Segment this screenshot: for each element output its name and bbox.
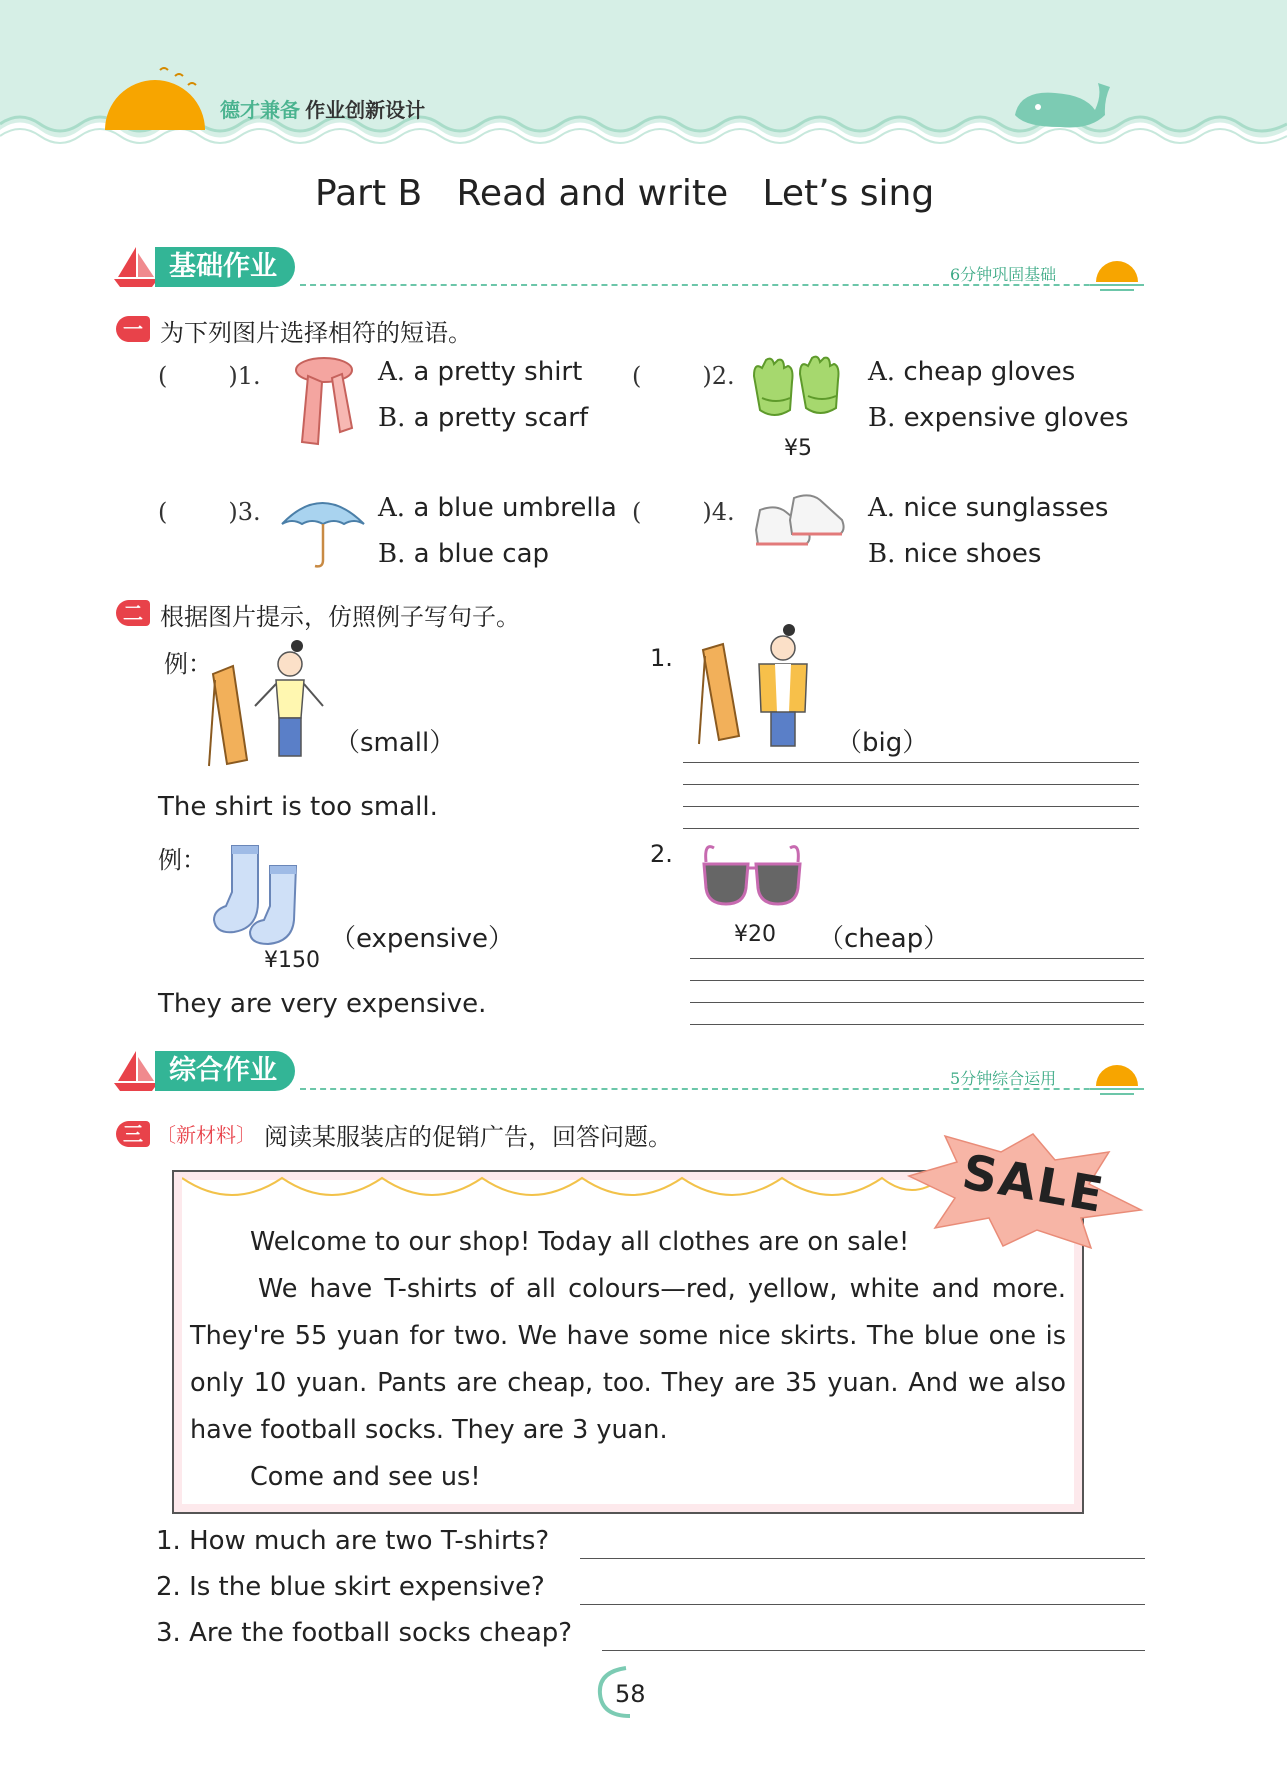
q1-item1-option-b[interactable]	[378, 403, 588, 433]
gloves-icon	[748, 354, 848, 434]
q1-item4-option-a[interactable]	[868, 493, 1108, 523]
q2-item1-line-2[interactable]	[683, 784, 1139, 785]
q2-example2-price: ¥150	[264, 948, 320, 973]
socks-icon	[210, 842, 320, 947]
q1-item4-bracket: ( )4.	[632, 498, 735, 526]
q3-answer-line-2[interactable]	[580, 1604, 1145, 1605]
label-a: A.	[868, 357, 896, 387]
q2-item2-hint: （cheap）	[818, 924, 950, 954]
q1-item3-option-b[interactable]	[378, 539, 549, 569]
q2-item1-line-3[interactable]	[683, 806, 1139, 807]
label-b: B.	[868, 403, 896, 433]
label-b: B.	[378, 403, 406, 433]
q3-answer-line-3[interactable]	[602, 1650, 1145, 1651]
sale-text: SALE	[958, 1144, 1109, 1224]
q2-item1-line-1[interactable]	[683, 762, 1139, 763]
q2-item2-price: ¥20	[734, 922, 776, 947]
q3-badge: 三	[116, 1121, 150, 1147]
q1-item2-price: ¥5	[784, 436, 812, 461]
q1-badge: 一	[116, 316, 150, 342]
q1-item1-b-text: a pretty scarf	[413, 403, 589, 433]
sailboat-icon	[112, 243, 160, 289]
mirror-girl-small-icon	[205, 620, 335, 770]
q3-tag: 〔新材料〕	[156, 1123, 256, 1147]
q2-example1-hint: （small）	[334, 728, 456, 758]
q2-example1-label: 例：	[164, 650, 212, 678]
sailboat-icon	[112, 1047, 160, 1093]
mirror-girl-big-icon	[695, 620, 825, 770]
q1-item2-bracket: ( )2.	[632, 362, 735, 390]
q3-answer-line-1[interactable]	[580, 1558, 1145, 1559]
q2-item1-line-4[interactable]	[683, 828, 1139, 829]
umbrella-icon	[278, 490, 368, 570]
ad-closing: Come and see us!	[250, 1462, 481, 1492]
label-a: A.	[378, 493, 406, 523]
q1-item2-option-b[interactable]	[868, 403, 1129, 433]
q1-item2-option-a[interactable]	[868, 357, 1075, 387]
q2-item2-line-4[interactable]	[690, 1024, 1144, 1025]
q3-question-1: 1. How much are two T-shirts?	[156, 1526, 550, 1556]
brand-title	[220, 94, 425, 123]
scarf-icon	[288, 352, 358, 452]
q1-item1-a-text: a pretty shirt	[413, 357, 583, 387]
q2-item1-hint: （big）	[836, 728, 929, 758]
brand-part1: 德才兼备	[220, 98, 300, 122]
q1-item1-bracket: ( )1.	[158, 362, 261, 390]
label-a: A.	[378, 357, 406, 387]
sunset-icon	[1090, 252, 1144, 292]
q1-item3-a-text: a blue umbrella	[413, 493, 617, 523]
q1-item3-b-text: a blue cap	[413, 539, 550, 569]
q3-instruction: 阅读某服装店的促销广告，回答问题。	[264, 1123, 672, 1151]
label-a: A.	[868, 493, 896, 523]
ad-body: We have T-shirts of all colours—red, yellow, white and more. They're 55 yuan for two. We have some nice skirts. The blue one is only 10 yuan. Pants are cheap, too. They are 35 yuan. And we also have football socks. They are 3 yuan.	[190, 1274, 1066, 1445]
q3-question-3: 3. Are the football socks cheap?	[156, 1618, 573, 1648]
q1-item4-b-text: nice shoes	[903, 539, 1042, 569]
q2-item2-num: 2.	[650, 840, 673, 868]
whale-icon	[1010, 75, 1115, 135]
q2-example1-sentence: The shirt is too small.	[158, 792, 438, 822]
label-b: B.	[868, 539, 896, 569]
q2-instruction: 根据图片提示，仿照例子写句子。	[160, 603, 520, 631]
q1-instruction: 为下列图片选择相符的短语。	[160, 319, 472, 347]
q3-question-2: 2. Is the blue skirt expensive?	[156, 1572, 545, 1602]
label-b: B.	[378, 539, 406, 569]
q2-example2-label: 例：	[158, 846, 206, 874]
q1-item2-a-text: cheap gloves	[903, 357, 1076, 387]
ad-garland	[182, 1172, 942, 1212]
q2-item2-line-2[interactable]	[690, 980, 1144, 981]
q1-item3-option-a[interactable]	[378, 493, 617, 523]
q1-item1-option-a[interactable]	[378, 357, 582, 387]
page-title: Part B Read and write Let’s sing	[315, 173, 935, 214]
sunglasses-icon	[700, 842, 804, 914]
section2-label: 综合作业	[155, 1051, 295, 1091]
q2-item2-line-3[interactable]	[690, 1002, 1144, 1003]
q2-badge: 二	[116, 600, 150, 626]
ad-line1: Welcome to our shop! Today all clothes are on sale!	[250, 1227, 910, 1257]
shoes-icon	[750, 490, 850, 570]
sun-logo-icon	[100, 60, 210, 130]
q2-example2-sentence: They are very expensive.	[158, 989, 487, 1019]
q2-item1-num: 1.	[650, 644, 673, 672]
q2-item2-line-1[interactable]	[690, 958, 1144, 959]
q1-item3-bracket: ( )3.	[158, 498, 261, 526]
section1-label: 基础作业	[155, 247, 295, 287]
section1-tip: 6分钟巩固基础	[950, 265, 1057, 284]
q1-item4-a-text: nice sunglasses	[903, 493, 1109, 523]
section2-tip: 5分钟综合运用	[950, 1069, 1057, 1088]
brand-part2: 作业创新设计	[305, 98, 426, 122]
q2-example2-hint: （expensive）	[330, 924, 515, 954]
sunset-icon	[1090, 1056, 1144, 1096]
q1-item4-option-b[interactable]	[868, 539, 1041, 569]
q1-item2-b-text: expensive gloves	[903, 403, 1129, 433]
page-number: 58	[615, 1680, 646, 1708]
